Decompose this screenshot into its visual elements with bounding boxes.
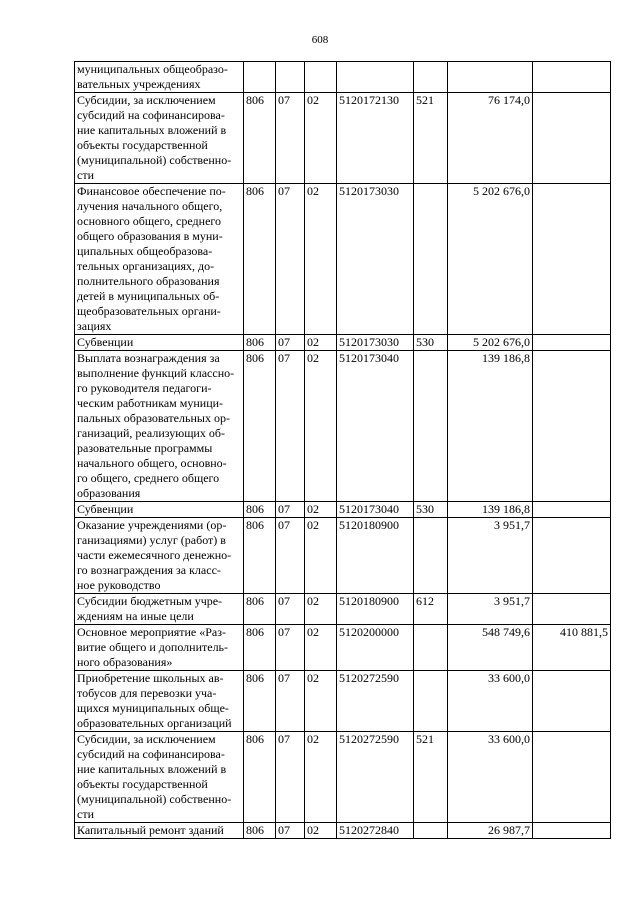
- cell-name: [75, 594, 244, 625]
- cell-name: [75, 823, 244, 839]
- cell-target: 5120272840: [337, 823, 414, 839]
- cell-sum2: [533, 184, 611, 335]
- cell-subsection: 02: [305, 351, 337, 502]
- table-row: [75, 671, 611, 732]
- cell-subsection: 02: [305, 335, 337, 351]
- cell-sum1: 26 987,7: [448, 823, 533, 839]
- cell-ministry: 806: [244, 351, 276, 502]
- cell-sum1: 5 202 676,0: [448, 184, 533, 335]
- cell-name: [75, 62, 244, 93]
- cell-sum2: [533, 823, 611, 839]
- cell-type: [414, 625, 448, 671]
- name-text: Капитальный ремонт зданий: [77, 823, 224, 837]
- name-text: Выплата вознаграждения за выполнение функций классно- го руководителя педагоги- ческим работникам муници- пальных образовательных ор- ганизаций, реализующих об- разовательные программы начального общего, основно- го общего, среднего общего образования: [77, 351, 235, 500]
- table-row: [75, 93, 611, 184]
- cell-type: 521: [414, 93, 448, 184]
- cell-target: 5120272590: [337, 732, 414, 823]
- cell-target: 5120172130: [337, 93, 414, 184]
- cell-section: 07: [276, 184, 305, 335]
- table-row: [75, 732, 611, 823]
- cell-target: 5120200000: [337, 625, 414, 671]
- cell-sum2: [533, 594, 611, 625]
- cell-target: 5120173030: [337, 335, 414, 351]
- cell-target: 5120180900: [337, 594, 414, 625]
- cell-sum2: [533, 62, 611, 93]
- cell-type: [414, 518, 448, 594]
- cell-ministry: 806: [244, 594, 276, 625]
- name-text: Субсидии, за исключением субсидий на софинансирова- ние капитальных вложений в объекты государственной (муниципальной) собственно- сти: [77, 732, 232, 821]
- name-text: Основное мероприятие «Раз- витие общего и дополнитель- ного образования»: [77, 625, 229, 669]
- cell-ministry: 806: [244, 625, 276, 671]
- cell-sum2: [533, 93, 611, 184]
- cell-subsection: 02: [305, 184, 337, 335]
- cell-type: [414, 62, 448, 93]
- cell-subsection: 02: [305, 93, 337, 184]
- cell-ministry: [244, 62, 276, 93]
- cell-ministry: 806: [244, 732, 276, 823]
- cell-ministry: 806: [244, 93, 276, 184]
- cell-type: 530: [414, 502, 448, 518]
- name-text: муниципальных общеобразо- вательных учреждениях: [77, 62, 228, 91]
- cell-sum1: 33 600,0: [448, 671, 533, 732]
- cell-subsection: 02: [305, 518, 337, 594]
- cell-section: 07: [276, 518, 305, 594]
- table-body: [75, 62, 611, 839]
- cell-ministry: 806: [244, 671, 276, 732]
- cell-subsection: 02: [305, 625, 337, 671]
- cell-name: [75, 732, 244, 823]
- cell-sum2: [533, 502, 611, 518]
- cell-section: 07: [276, 594, 305, 625]
- cell-section: 07: [276, 335, 305, 351]
- cell-sum1: 548 749,6: [448, 625, 533, 671]
- cell-target: 5120173040: [337, 502, 414, 518]
- cell-name: [75, 518, 244, 594]
- cell-section: 07: [276, 351, 305, 502]
- cell-sum2: 410 881,5: [533, 625, 611, 671]
- cell-type: [414, 184, 448, 335]
- cell-type: 612: [414, 594, 448, 625]
- table-row: [75, 518, 611, 594]
- cell-sum2: [533, 518, 611, 594]
- table-row: [75, 62, 611, 93]
- cell-target: 5120173040: [337, 351, 414, 502]
- cell-name: [75, 671, 244, 732]
- table-row: [75, 625, 611, 671]
- cell-section: 07: [276, 625, 305, 671]
- table-row: [75, 502, 611, 518]
- cell-type: 530: [414, 335, 448, 351]
- cell-section: 07: [276, 732, 305, 823]
- cell-subsection: 02: [305, 732, 337, 823]
- cell-name: [75, 335, 244, 351]
- budget-table: [74, 61, 611, 839]
- cell-section: 07: [276, 671, 305, 732]
- cell-name: [75, 184, 244, 335]
- cell-target: [337, 62, 414, 93]
- name-text: Оказание учреждениями (ор- ганизациями) услуг (работ) в части ежемесячного денежно- го вознаграждения за класс- ное руководство: [77, 518, 232, 592]
- table-row: [75, 184, 611, 335]
- cell-sum1: 3 951,7: [448, 518, 533, 594]
- cell-subsection: 02: [305, 823, 337, 839]
- cell-sum1: [448, 62, 533, 93]
- cell-ministry: 806: [244, 502, 276, 518]
- name-text: Субсидии, за исключением субсидий на софинансирова- ние капитальных вложений в объекты государственной (муниципальной) собственно- сти: [77, 93, 232, 182]
- cell-ministry: 806: [244, 184, 276, 335]
- cell-ministry: 806: [244, 518, 276, 594]
- cell-sum1: 139 186,8: [448, 502, 533, 518]
- table-row: [75, 594, 611, 625]
- cell-sum2: [533, 335, 611, 351]
- cell-section: 07: [276, 823, 305, 839]
- cell-name: [75, 625, 244, 671]
- cell-subsection: 02: [305, 502, 337, 518]
- cell-sum2: [533, 351, 611, 502]
- name-text: Субвенции: [77, 335, 134, 349]
- name-text: Приобретение школьных ав- тобусов для перевозки уча- щихся муниципальных обще- образовательных организаций: [77, 671, 232, 730]
- name-text: Субсидии бюджетным учре- ждениям на иные цели: [77, 594, 223, 623]
- name-text: Субвенции: [77, 502, 134, 516]
- cell-sum1: 3 951,7: [448, 594, 533, 625]
- cell-name: [75, 351, 244, 502]
- cell-subsection: 02: [305, 671, 337, 732]
- cell-type: [414, 671, 448, 732]
- name-text: Финансовое обеспечение по- лучения начального общего, основного общего, среднего общего образования в муни- ципальных общеобразова- тельных организациях, до- полнительного образования детей в муниципальных об- щеобразовательных органи- зациях: [77, 184, 226, 333]
- cell-section: [276, 62, 305, 93]
- cell-subsection: 02: [305, 594, 337, 625]
- table-row: [75, 823, 611, 839]
- cell-sum1: 76 174,0: [448, 93, 533, 184]
- cell-ministry: 806: [244, 335, 276, 351]
- cell-name: [75, 502, 244, 518]
- cell-ministry: 806: [244, 823, 276, 839]
- cell-section: 07: [276, 502, 305, 518]
- cell-sum1: 33 600,0: [448, 732, 533, 823]
- cell-target: 5120173030: [337, 184, 414, 335]
- cell-sum2: [533, 732, 611, 823]
- cell-target: 5120272590: [337, 671, 414, 732]
- cell-type: [414, 351, 448, 502]
- cell-sum1: 5 202 676,0: [448, 335, 533, 351]
- cell-type: [414, 823, 448, 839]
- cell-section: 07: [276, 93, 305, 184]
- page-number: 608: [311, 34, 329, 46]
- table-row: [75, 351, 611, 502]
- cell-subsection: [305, 62, 337, 93]
- table-row: [75, 335, 611, 351]
- cell-sum2: [533, 671, 611, 732]
- cell-sum1: 139 186,8: [448, 351, 533, 502]
- cell-name: [75, 93, 244, 184]
- cell-target: 5120180900: [337, 518, 414, 594]
- cell-type: 521: [414, 732, 448, 823]
